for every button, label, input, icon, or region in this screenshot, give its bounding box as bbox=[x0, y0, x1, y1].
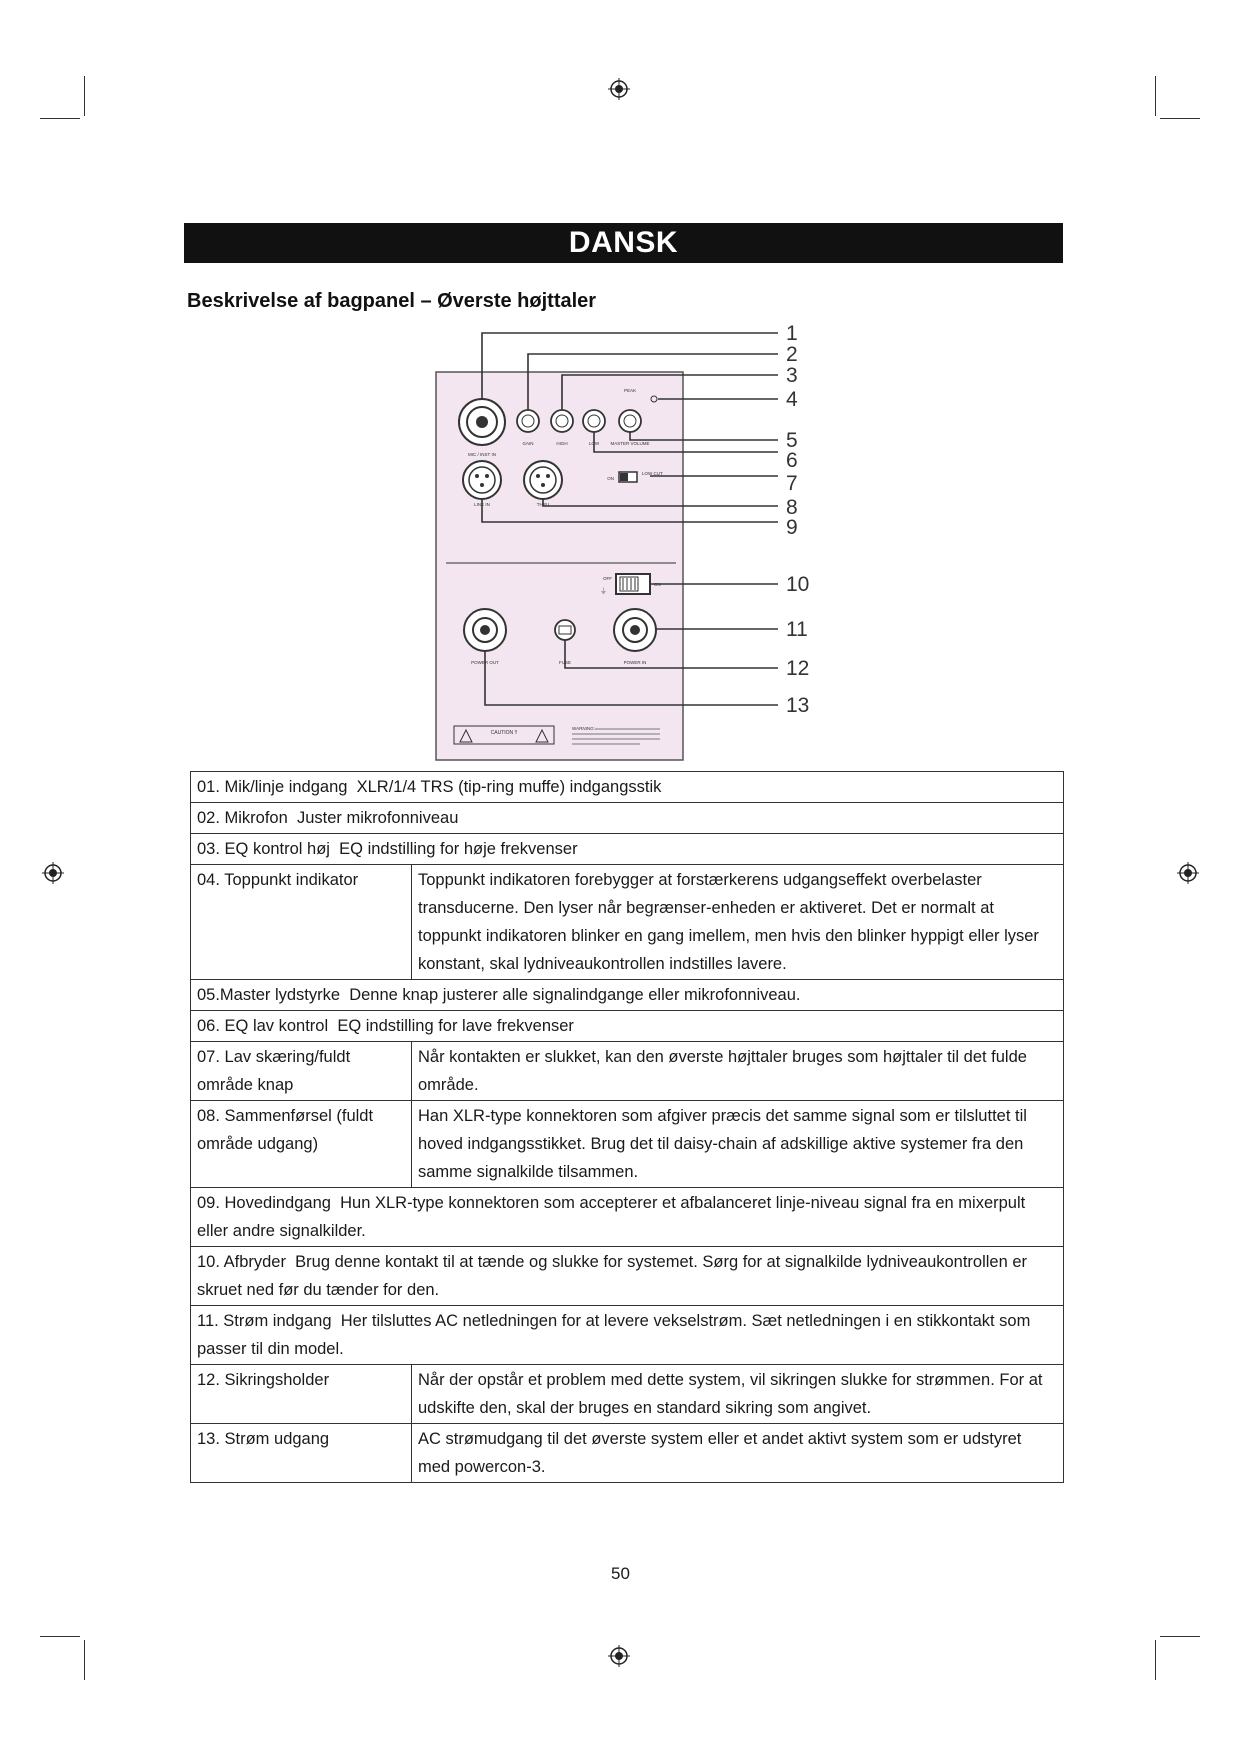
callout-5: 5 bbox=[786, 429, 798, 452]
rear-panel-diagram bbox=[300, 310, 820, 770]
table-row bbox=[191, 772, 1064, 803]
description-table bbox=[190, 771, 1064, 1483]
page-number: 50 bbox=[611, 1564, 630, 1583]
row-text: Hun XLR-type konnektoren som accepterer et afbalanceret linje-niveau signal fra en mixerpult eller andre signalkilder. bbox=[197, 1194, 1026, 1240]
label-power-in: POWER IN bbox=[623, 660, 647, 665]
table-row bbox=[191, 1011, 1064, 1042]
callout-2: 2 bbox=[786, 343, 798, 366]
table-row bbox=[191, 1306, 1064, 1365]
high-eq-knob bbox=[551, 410, 573, 432]
svg-text:⏚: ⏚ bbox=[600, 588, 607, 595]
crop-mark bbox=[84, 76, 85, 116]
label-off: OFF bbox=[603, 576, 612, 581]
callout-11: 11 bbox=[786, 618, 808, 641]
row-label: 08. Sammenførsel (fuldt område udgang) bbox=[191, 1101, 412, 1188]
label-thru: THRU bbox=[536, 502, 550, 507]
registration-mark-icon bbox=[1177, 862, 1199, 884]
label-on: ON bbox=[607, 476, 614, 481]
label-mic-in: MIC / INST IN bbox=[468, 452, 496, 457]
registration-mark-icon bbox=[608, 1645, 630, 1667]
fuse-holder bbox=[555, 620, 575, 640]
row-label: 09. Hovedindgang bbox=[197, 1194, 331, 1212]
callout-4: 4 bbox=[786, 388, 798, 411]
table-row bbox=[191, 1424, 1064, 1483]
row-text: EQ indstilling for høje frekvenser bbox=[339, 840, 578, 858]
registration-mark-icon bbox=[42, 862, 64, 884]
table-row bbox=[191, 980, 1064, 1011]
label-line-in: LINE IN bbox=[474, 502, 490, 507]
row-text: Her tilsluttes AC netledningen for at levere vekselstrøm. Sæt netledningen i en stikkontakt som passer til din model. bbox=[197, 1312, 1031, 1358]
callout-7: 7 bbox=[786, 472, 798, 495]
table-row bbox=[191, 1365, 1064, 1424]
row-text: Når der opstår et problem med dette system, vil sikringen slukke for strømmen. For at udskifte den, skal der bruges en standard sikring som angivet. bbox=[412, 1365, 1064, 1424]
row-label: 10. Afbryder bbox=[197, 1253, 286, 1271]
table-row bbox=[191, 803, 1064, 834]
row-label: 04. Toppunkt indikator bbox=[191, 865, 412, 980]
label-power-out: POWER OUT bbox=[471, 660, 499, 665]
table-row bbox=[191, 865, 1064, 980]
master-volume-knob bbox=[619, 410, 641, 432]
row-label: 02. Mikrofon bbox=[197, 809, 288, 827]
row-label: 05.Master lydstyrke bbox=[197, 986, 341, 1004]
row-text: Når kontakten er slukket, kan den øverste højttaler bruges som højttaler til det fulde område. bbox=[412, 1042, 1064, 1101]
row-label: 01. Mik/linje indgang bbox=[197, 778, 348, 796]
crop-mark bbox=[1155, 1640, 1156, 1680]
table-row bbox=[191, 1042, 1064, 1101]
crop-mark bbox=[40, 118, 80, 119]
crop-mark bbox=[1160, 118, 1200, 119]
row-text: XLR/1/4 TRS (tip-ring muffe) indgangsstik bbox=[356, 778, 662, 796]
callout-12: 12 bbox=[786, 657, 810, 680]
row-text: Denne knap justerer alle signalindgange eller mikrofonniveau. bbox=[349, 986, 801, 1004]
power-in-connector bbox=[614, 609, 656, 651]
row-text: Han XLR-type konnektoren som afgiver præcis det samme signal som er tilsluttet til hoved indgangsstikket. Brug det til daisy-chain af adskillige aktive systemer fra den samme signalkilde tilsammen. bbox=[412, 1101, 1064, 1188]
callout-3: 3 bbox=[786, 364, 798, 387]
table-row bbox=[191, 1101, 1064, 1188]
section-heading: Beskrivelse af bagpanel – Øverste højttaler bbox=[187, 290, 597, 312]
table-row bbox=[191, 1247, 1064, 1306]
power-out-connector bbox=[464, 609, 506, 651]
label-fuse: FUSE bbox=[558, 660, 572, 665]
label-low-cut: LOW CUT bbox=[642, 471, 663, 476]
table-row bbox=[191, 1188, 1064, 1247]
row-text: AC strømudgang til det øverste system eller et andet aktivt system som er udstyret med powercon-3. bbox=[412, 1424, 1064, 1483]
callout-8: 8 bbox=[786, 496, 798, 519]
callout-1: 1 bbox=[786, 322, 798, 345]
row-label: 12. Sikringsholder bbox=[191, 1365, 412, 1424]
callout-6: 6 bbox=[786, 449, 798, 472]
table-row bbox=[191, 834, 1064, 865]
warning-text: WARNING: bbox=[572, 726, 595, 731]
callout-13: 13 bbox=[786, 694, 810, 717]
label-master: MASTER VOLUME bbox=[610, 441, 650, 446]
label-high: HIGH bbox=[556, 441, 568, 446]
callout-9: 9 bbox=[786, 516, 798, 539]
row-text: Toppunkt indikatoren forebygger at forstærkerens udgangseffekt overbelaster transducerne. Den lyser når begrænser-enheden er aktiveret. Det er normalt at toppunkt indikatoren blinker en gang imellem, men hvis den blinker hyppigt eller lyser konstant, skal lydniveaukontrollen indstilles lavere. bbox=[412, 865, 1064, 980]
row-text: Juster mikrofonniveau bbox=[296, 809, 459, 827]
low-eq-knob bbox=[583, 410, 605, 432]
caution-text: CAUTION !! bbox=[490, 730, 518, 736]
crop-mark bbox=[40, 1636, 80, 1637]
language-banner: DANSK bbox=[184, 223, 1063, 263]
row-text: Brug denne kontakt til at tænde og slukke for systemet. Sørg for at signalkilde lydniveaukontrollen er skruet ned før du tænder for den. bbox=[197, 1253, 1028, 1299]
label-peak: PEAK bbox=[623, 388, 637, 393]
callout-10: 10 bbox=[786, 573, 810, 596]
crop-mark bbox=[1155, 76, 1156, 116]
crop-mark bbox=[1160, 1636, 1200, 1637]
row-text: EQ indstilling for lave frekvenser bbox=[337, 1017, 574, 1035]
row-label: 07. Lav skæring/fuldt område knap bbox=[191, 1042, 412, 1101]
thru-xlr-connector bbox=[524, 461, 562, 499]
line-in-xlr-connector bbox=[463, 461, 501, 499]
mic-inst-input-jack bbox=[459, 399, 505, 445]
row-label: 03. EQ kontrol høj bbox=[197, 840, 330, 858]
row-label: 11. Strøm indgang bbox=[197, 1312, 332, 1330]
label-low: LOW bbox=[588, 441, 600, 446]
registration-mark-icon bbox=[608, 78, 630, 100]
row-label: 06. EQ lav kontrol bbox=[197, 1017, 329, 1035]
label-on-switch: ON bbox=[654, 582, 661, 587]
row-label: 13. Strøm udgang bbox=[191, 1424, 412, 1483]
crop-mark bbox=[84, 1640, 85, 1680]
label-gain: GAIN bbox=[522, 441, 534, 446]
gain-knob bbox=[517, 410, 539, 432]
